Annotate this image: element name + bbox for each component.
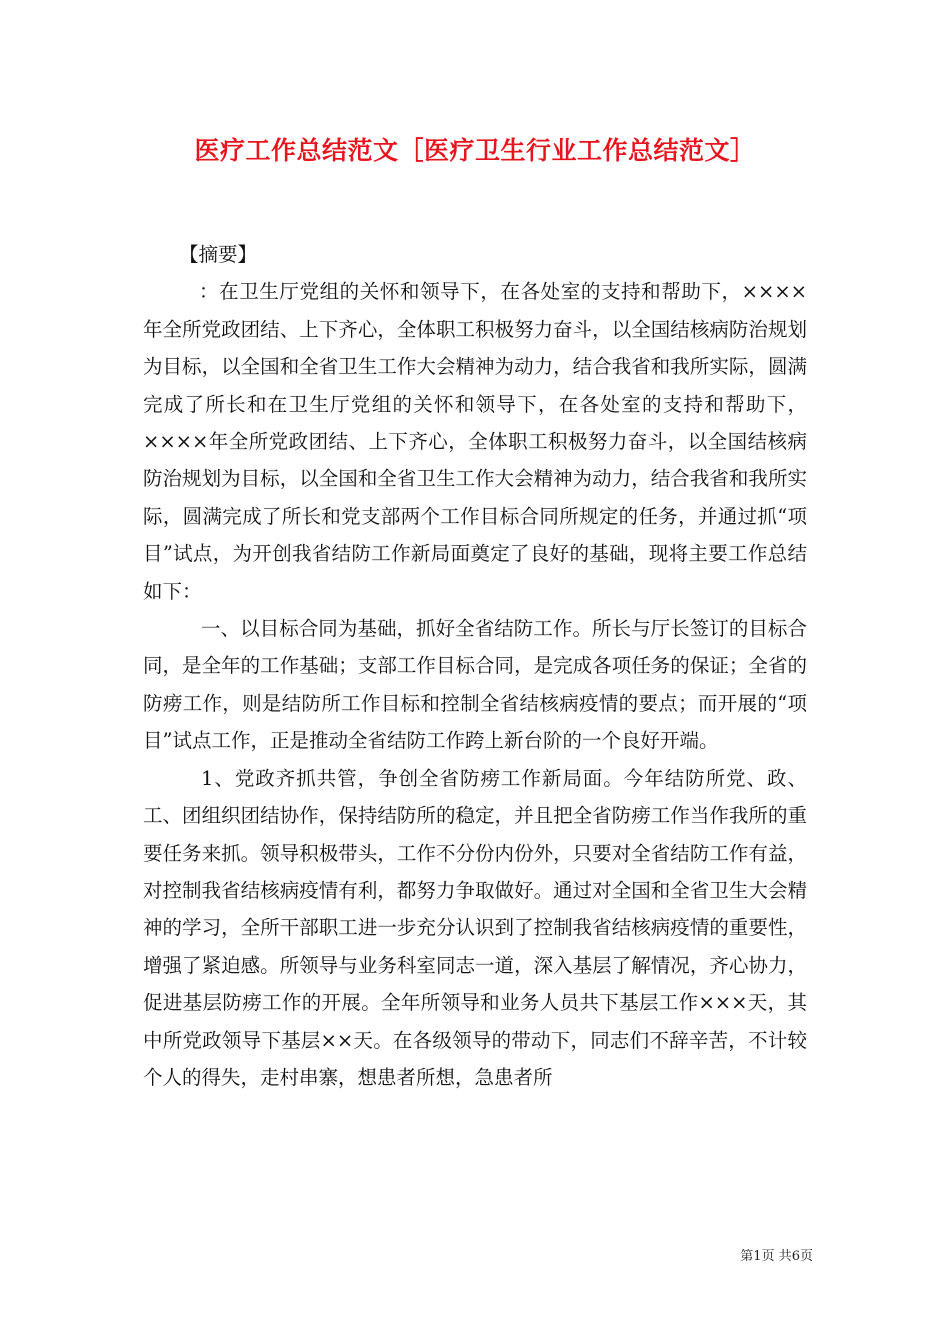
footer-suffix: 页 bbox=[799, 1249, 813, 1264]
footer-total-pages: 6 bbox=[791, 1249, 800, 1264]
abstract-label: 【摘要】 bbox=[179, 243, 258, 266]
footer-current-page: 1 bbox=[753, 1249, 762, 1264]
document-title: 医疗工作总结范文［医疗卫生行业工作总结范文］ bbox=[194, 136, 756, 165]
document-body bbox=[143, 236, 807, 1096]
paragraph-item-one: 1、党政齐抓共管，争创全省防痨工作新局面。今年结防所党、政、工、团组织团结协作，保持结防所的稳定，并且把全省防痨工作当作我所的重要任务来抓。领导积极带头，工作不分份内份外，只要对全省结防工作有益，对控制我省结核病疫情有利，都努力争取做好。通过对全国和全省卫生大会精神的学习，全所干部职工进一步充分认识到了控制我省结核病疫情的重要性，增强了紧迫感。所领导与业务科室同志一道，深入基层了解情况，齐心协力，促进基层防痨工作的开展。全年所领导和业务人员共下基层工作×××天，其中所党政领导下基层××天。在各级领导的带动下，同志们不辞辛苦，不计较个人的得失，走村串寨，想患者所想，急患者所 bbox=[143, 766, 807, 1089]
page-number-footer bbox=[683, 1245, 813, 1264]
paragraph-section-one: 一、以目标合同为基础，抓好全省结防工作。所长与厅长签订的目标合同，是全年的工作基础；支部工作目标合同，是完成各项任务的保证；全省的防痨工作，则是结防所工作目标和控制全省结核病疫情的要点；而开展的“项目”试点工作，正是推动全省结防工作跨上新台阶的一个良好开端。 bbox=[143, 617, 807, 753]
footer-middle: 页 共 bbox=[761, 1249, 792, 1264]
abstract-text: ：在卫生厅党组的关怀和领导下，在各处室的支持和帮助下，××××年全所党政团结、上下齐心，全体职工积极努力奋斗，以全国结核病防治规划为目标，以全国和全省卫生工作大会精神为动力，结合我省和我所实际，圆满完成了所长和在卫生厅党组的关怀和领导下，在各处室的支持和帮助下，××××年全所党政团结、上下齐心，全体职工积极努力奋斗，以全国结核病防治规划为目标，以全国和全省卫生工作大会精神为动力，结合我省和我所实际，圆满完成了所长和党支部两个工作目标合同所规定的任务，并通过抓“项目”试点，为开创我省结防工作新局面奠定了良好的基础，现将主要工作总结如下： bbox=[143, 280, 807, 603]
footer-prefix: 第 bbox=[740, 1249, 754, 1264]
